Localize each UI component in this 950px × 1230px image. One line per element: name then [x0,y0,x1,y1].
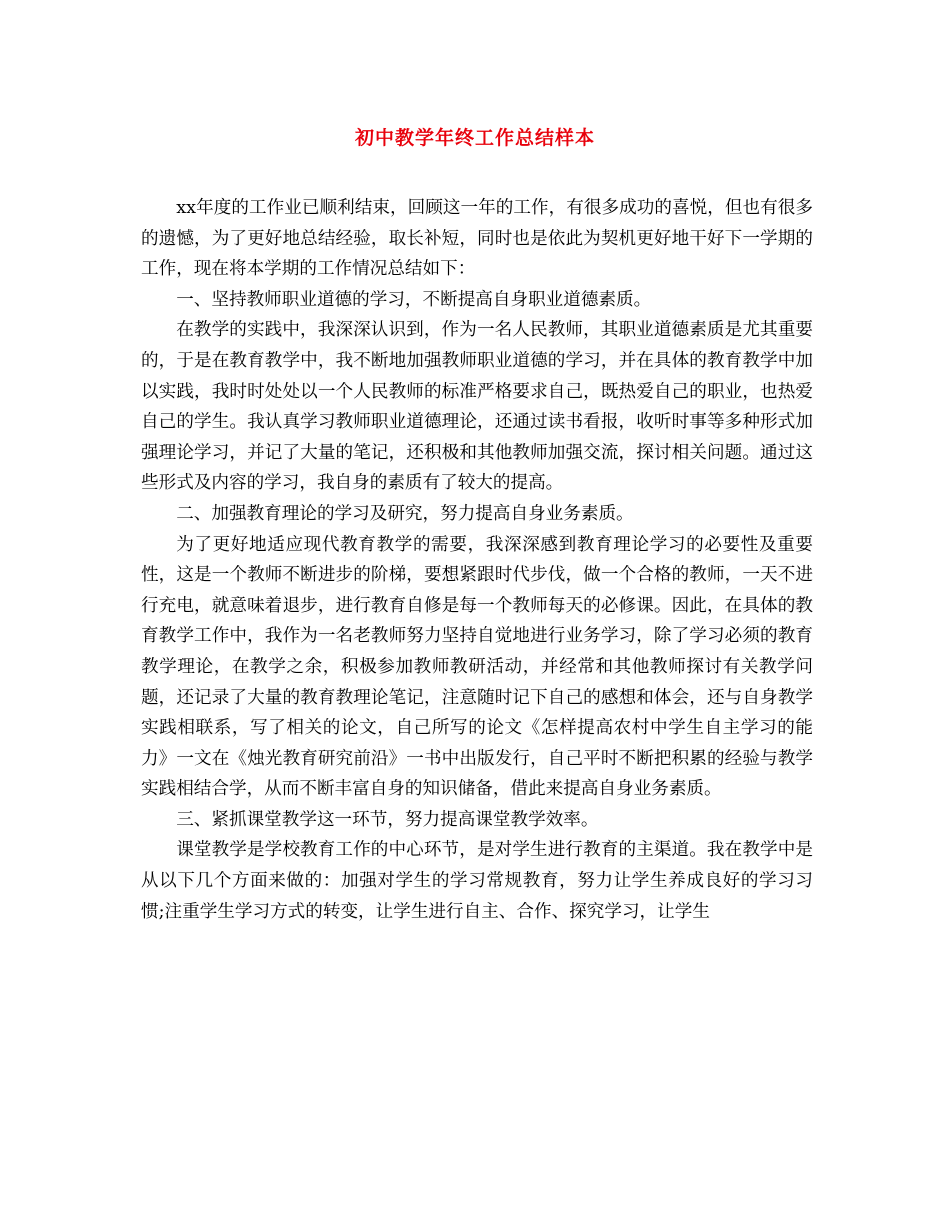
paragraph: 在教学的实践中，我深深认识到，作为一名人民教师，其职业道德素质是尤其重要的，于是在教育教学中，我不断地加强教师职业道德的学习，并在具体的教育教学中加以实践，我时时处处以一个人民教师的标准严格要求自己，既热爱自己的职业，也热爱自己的学生。我认真学习教师职业道德理论，还通过读书看报，收听时事等多种形式加强理论学习，并记了大量的笔记，还积极和其他教师加强交流，探讨相关问题。通过这些形式及内容的学习，我自身的素质有了较大的提高。 [141,320,813,494]
section-heading: 一、坚持教师职业道德的学习，不断提高自身职业道德素质。 [176,289,652,310]
section-heading: 三、紧抓课堂教学这一环节，努力提高课堂教学效率。 [176,809,599,830]
paragraph: 课堂教学是学校教育工作的中心环节，是对学生进行教育的主渠道。我在教学中是从以下几个方面来做的：加强对学生的学习常规教育，努力让学生养成良好的学习习惯;注重学生学习方式的转变，让学生进行自主、合作、探究学习，让学生 [141,840,813,922]
section-heading: 二、加强教育理论的学习及研究，努力提高自身业务素质。 [176,503,634,524]
paragraph: xx年度的工作业已顺利结束，回顾这一年的工作，有很多成功的喜悦，但也有很多的遗憾，为了更好地总结经验，取长补短，同时也是依此为契机更好地干好下一学期的工作，现在将本学期的工作情况总结如下： [141,198,813,280]
document-body [141,193,813,927]
paragraph: 为了更好地适应现代教育教学的需要，我深深感到教育理论学习的必要性及重要性，这是一个教师不断进步的阶梯，要想紧跟时代步伐，做一个合格的教师，一天不进行充电，就意味着退步，进行教育自修是每一个教师每天的必修课。因此，在具体的教育教学工作中，我作为一名老教师努力坚持自觉地进行业务学习，除了学习必须的教育教学理论，在教学之余，积极参加教师教研活动，并经常和其他教师探讨有关教学问题，还记录了大量的教育教理论笔记，注意随时记下自己的感想和体会，还与自身教学实践相联系，写了相关的论文，自己所写的论文《怎样提高农村中学生自主学习的能力》一文在《烛光教育研究前沿》一书中出版发行，自己平时不断把积累的经验与教学实践相结合学，从而不断丰富自身的知识储备，借此来提高自身业务素质。 [141,534,813,800]
document-title: 初中教学年终工作总结样本 [354,127,595,149]
